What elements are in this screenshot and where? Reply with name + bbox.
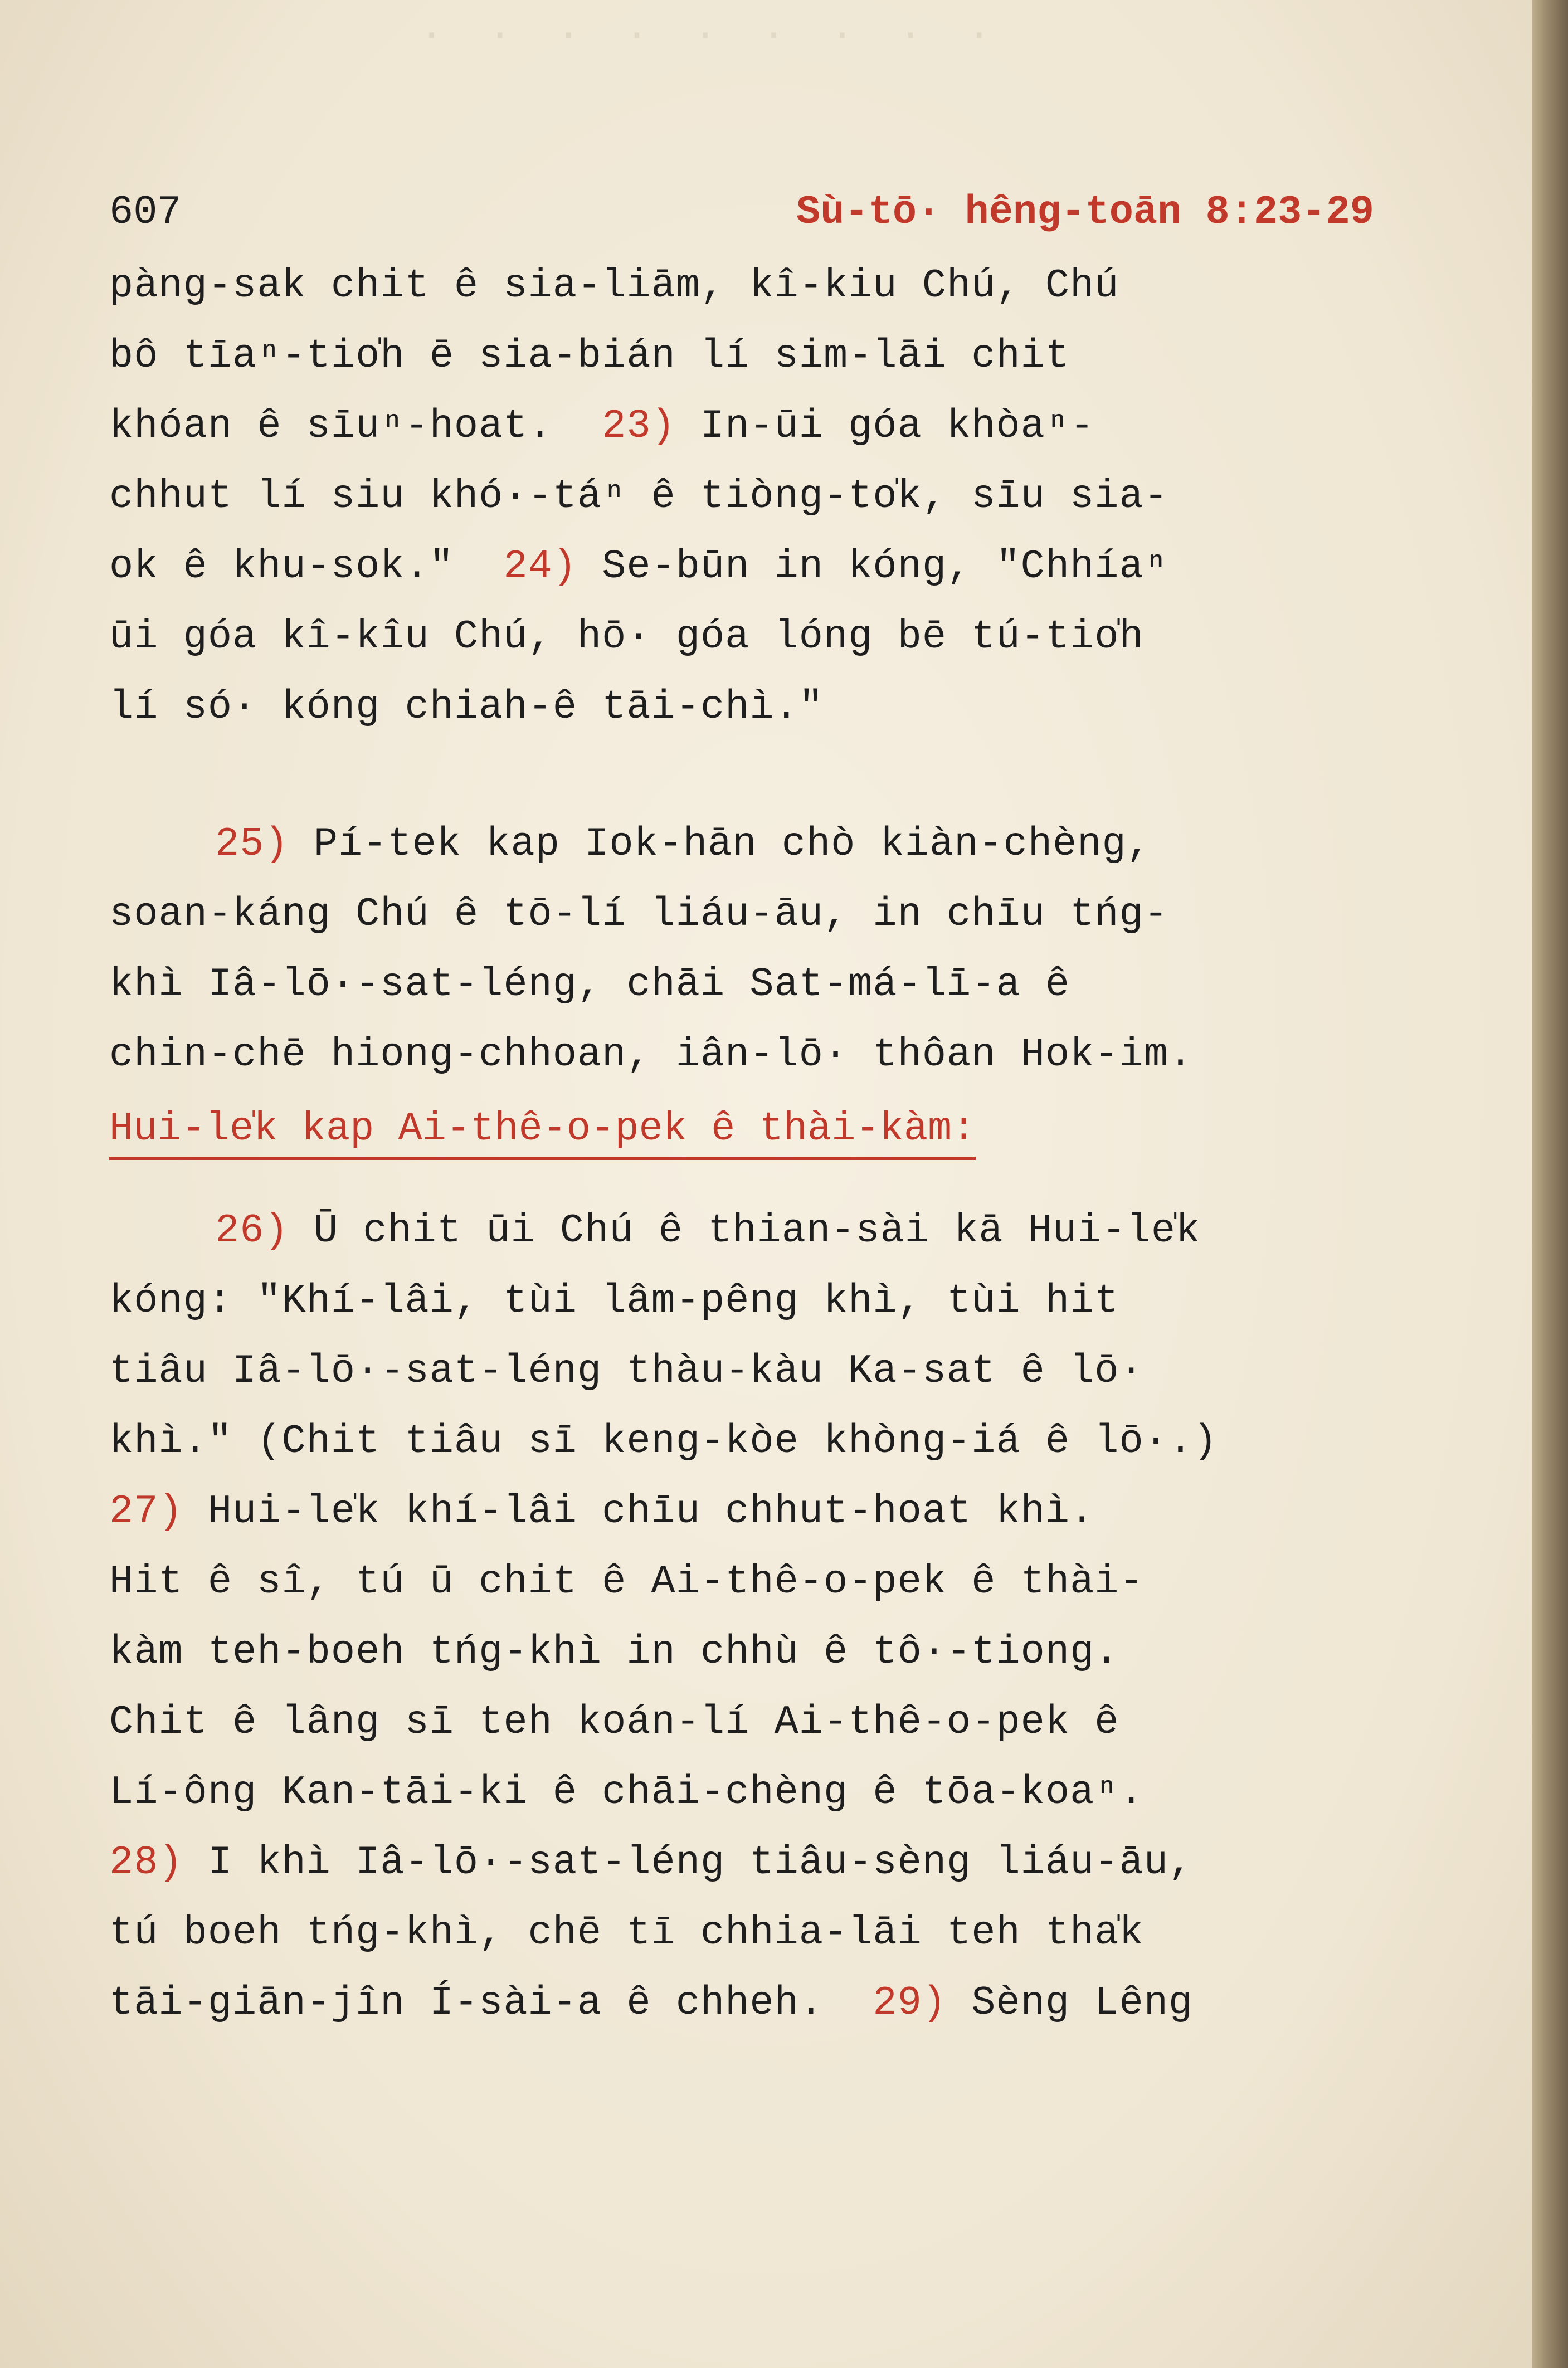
line-text: In-ūi góa khòaⁿ- <box>675 403 1095 449</box>
book-edge <box>1532 0 1568 2368</box>
line-text: lí só· kóng chiah-ê tāi-chì." <box>109 684 824 730</box>
line-text: chin-chē hiong-chhoan, iân-lō· thôan Hok-im. <box>109 1032 1194 1078</box>
paragraph-1 <box>109 251 1374 742</box>
verse-number: 26) <box>215 1208 289 1254</box>
section-heading: Hui-le̍k kap Ai-thê-o-pek ê thài-kàm: <box>109 1101 976 1160</box>
page-content <box>109 189 1374 2038</box>
paragraph-gap <box>109 742 1374 809</box>
line-text: khóan ê sīuⁿ-hoat. <box>109 403 602 449</box>
page-number: 607 <box>109 189 182 235</box>
text-line <box>109 1828 1374 1898</box>
text-line <box>109 1898 1374 1968</box>
page-header <box>109 189 1374 251</box>
line-text: Hui-le̍k khí-lâi chīu chhut-hoat khì. <box>183 1489 1095 1534</box>
text-line <box>109 602 1374 672</box>
line-text: khì Iâ-lō·-sat-léng, chāi Sat-má-lī-a ê <box>109 962 1070 1007</box>
line-text: chhut lí siu khó·-táⁿ ê tiòng-to̍k, sīu sia- <box>109 474 1168 519</box>
text-line <box>109 1336 1374 1406</box>
text-line <box>109 1687 1374 1757</box>
text-line <box>109 1477 1374 1547</box>
line-text: I khì Iâ-lō·-sat-léng tiâu-sèng liáu-āu, <box>183 1840 1194 1885</box>
paragraph-3 <box>109 1196 1374 2038</box>
text-line <box>109 461 1374 532</box>
text-line <box>109 321 1374 391</box>
line-text: Sèng Lêng <box>947 1980 1194 2026</box>
line-text: Lí-ông Kan-tāi-ki ê chāi-chèng ê tōa-koaⁿ. <box>109 1770 1144 1815</box>
line-text: kàm teh-boeh tńg-khì in chhù ê tô·-tiong. <box>109 1629 1119 1675</box>
text-line <box>109 1757 1374 1828</box>
text-line <box>109 1020 1374 1090</box>
text-line <box>109 391 1374 461</box>
line-text: tiâu Iâ-lō·-sat-léng thàu-kàu Ka-sat ê lō· <box>109 1348 1144 1394</box>
section-heading-wrap <box>109 1090 1374 1196</box>
show-through-text: · · · · · · · · · <box>420 14 991 58</box>
verse-number: 28) <box>109 1840 183 1885</box>
paragraph-2 <box>109 809 1374 1090</box>
text-line <box>109 251 1374 321</box>
verse-number: 23) <box>602 403 676 449</box>
text-line <box>109 949 1374 1020</box>
line-text: Se-būn in kóng, "Chhíaⁿ <box>577 544 1168 589</box>
text-line <box>109 1406 1374 1477</box>
line-text: Chit ê lâng sī teh koán-lí Ai-thê-o-pek ê <box>109 1699 1119 1745</box>
line-text: khì." (Chit tiâu sī keng-kòe khòng-iá ê lō·.) <box>109 1419 1218 1464</box>
line-text: tāi-giān-jîn Í-sài-a ê chheh. <box>109 1980 873 2026</box>
line-text: ok ê khu-sok." <box>109 544 504 589</box>
text-line <box>109 532 1374 602</box>
verse-number: 29) <box>873 1980 947 2026</box>
verse-number: 24) <box>503 544 577 589</box>
line-text: ūi góa kî-kîu Chú, hō· góa lóng bē tú-tio̍h <box>109 614 1144 660</box>
line-text: Hit ê sî, tú ū chit ê Ai-thê-o-pek ê thài- <box>109 1559 1144 1605</box>
line-text: bô tīaⁿ-tio̍h ē sia-bián lí sim-lāi chit <box>109 333 1070 379</box>
text-line <box>109 1196 1374 1266</box>
line-text: Ū chit ūi Chú ê thian-sài kā Hui-le̍k <box>289 1208 1201 1254</box>
running-title: Sù-tō· hêng-toān 8:23-29 <box>796 189 1374 235</box>
line-text: soan-káng Chú ê tō-lí liáu-āu, in chīu tńg- <box>109 891 1168 937</box>
text-line <box>109 672 1374 742</box>
line-text: pàng-sak chit ê sia-liām, kî-kiu Chú, Chú <box>109 263 1119 309</box>
text-line <box>109 1547 1374 1617</box>
text-line <box>109 879 1374 949</box>
line-text: kóng: "Khí-lâi, tùi lâm-pêng khì, tùi hit <box>109 1278 1119 1324</box>
text-line <box>109 1266 1374 1336</box>
text-line <box>109 1968 1374 2038</box>
text-line <box>109 1617 1374 1687</box>
verse-number: 27) <box>109 1489 183 1534</box>
text-line <box>109 809 1374 879</box>
verse-number: 25) <box>215 821 289 867</box>
line-text: Pí-tek kap Iok-hān chò kiàn-chèng, <box>289 821 1151 867</box>
line-text: tú boeh tńg-khì, chē tī chhia-lāi teh tha̍k <box>109 1910 1144 1956</box>
